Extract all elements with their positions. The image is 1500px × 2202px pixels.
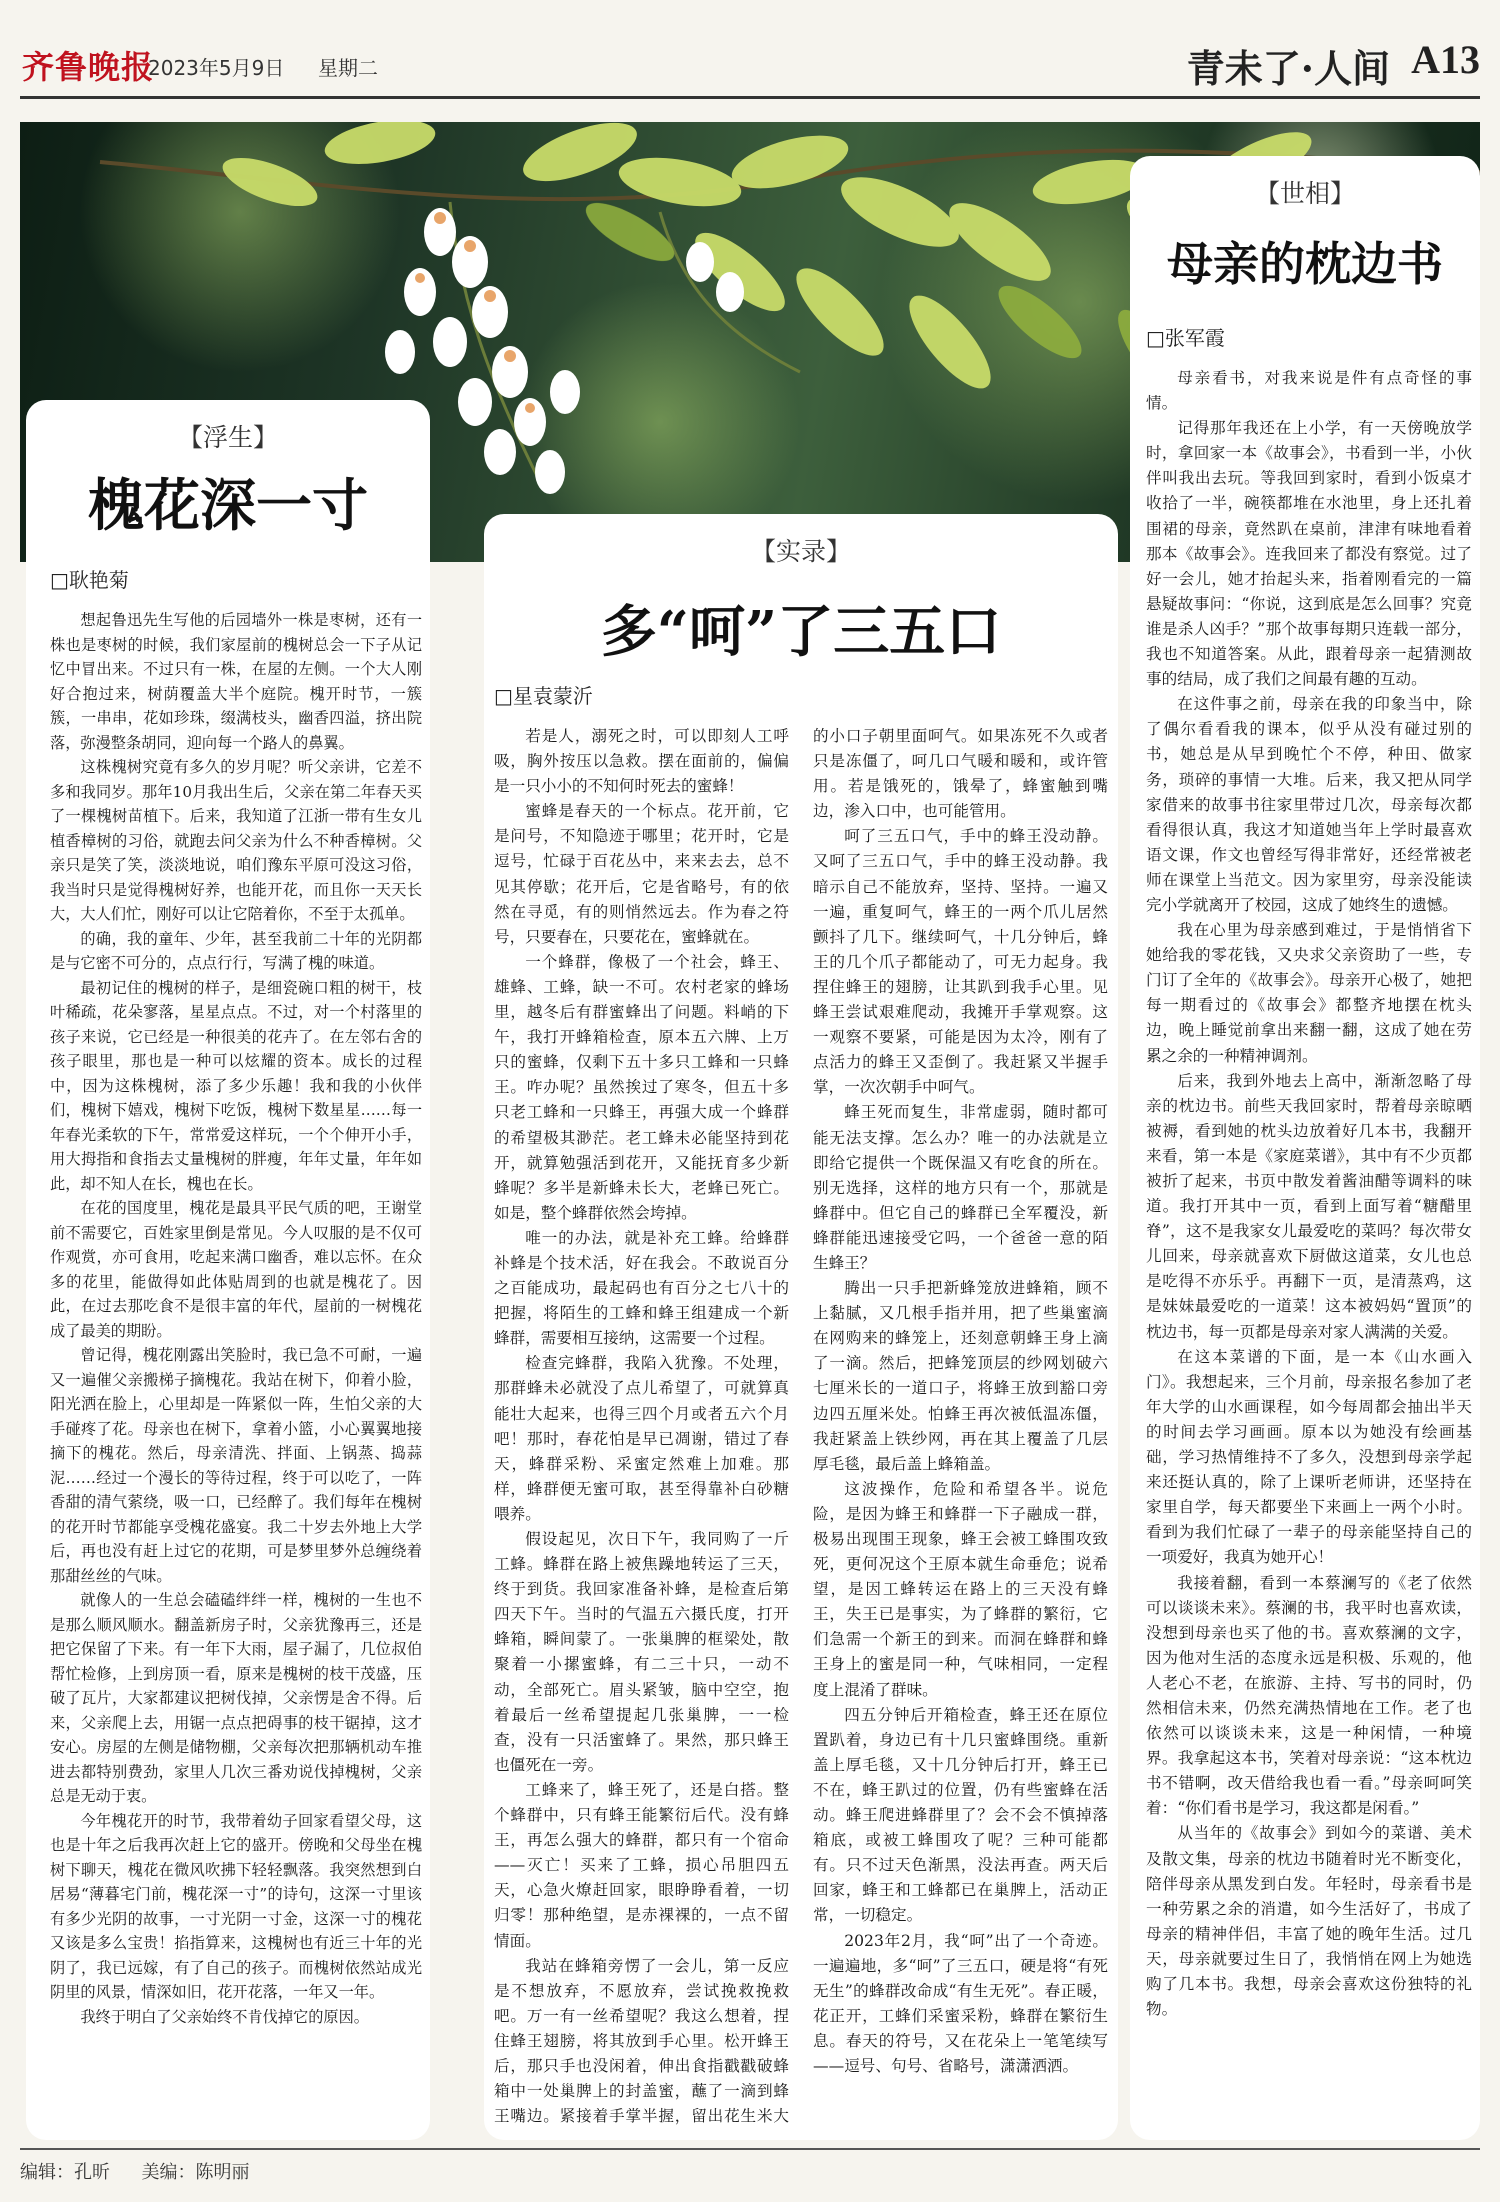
article-3-paragraph: 后来，我到外地去上高中，渐渐忽略了母亲的枕边书。前些天我回家时，帮着母亲晾晒被褥，看到她的枕头边放着好几本书，我翻开来看，第一本是《家庭菜谱》，其中有不少页都被折了起来，书页中散发着酱油醋等调料的味道。我打开其中一页，看到上面写着“糖醋里脊”，这不是我家女儿最爱吃的菜吗？每次带女儿回来，母亲就喜欢下厨做这道菜，女儿也总是吃得不亦乐乎。再翻下一页，是清蒸鸡，这是妹妹最爱吃的一道菜！这本被妈妈“置顶”的枕边书，每一页都是母亲对家人满满的关爱。 (1146, 1071, 1472, 1341)
article-3-paragraph: 在这本菜谱的下面，是一本《山水画入门》。我想起来，三个月前，母亲报名参加了老年大学的山水画课程，如今每周都会抽出半天的时间去学习画画。原本以为她没有绘画基础，学习热情维持不了多久，没想到母亲学起来还挺认真的，除了上课听老师讲，还坚持在家里自学，每天都要坐下来画上一两个小时。看到为我们忙碌了一辈子的母亲能坚持自己的一项爱好，我真为她开心！ (1146, 1347, 1472, 1567)
article-2-paragraph: 工蜂来了，蜂王死了，还是白搭。整个蜂群中，只有蜂王能繁衍后代。没有蜂王，再怎么强大的蜂群，都只有一个宿命——灭亡！买来了工蜂，损心吊胆四五天，心急火燎赶回家，眼睁睁看着，一切归零！那种绝望，是赤裸裸的，一点不留情面。 (494, 1780, 789, 1950)
footer-rule (20, 2148, 1480, 2150)
footer-editor: 编辑：孔昕 (20, 2162, 110, 2183)
article-1-paragraph: 的确，我的童年、少年，甚至我前二十年的光阴都是与它密不可分的，点点行行，写满了槐的味道。 (50, 929, 422, 972)
article-2-paragraph: 呵了三五口气，手中的蜂王没动静。又呵了三五口气，手中的蜂王没动静。我暗示自己不能放弃，坚持、坚持。一遍又一遍，重复呵气，蜂王的一两个爪儿居然颤抖了几下。继续呵气，十几分钟后，蜂王的几个爪子都能动了，可无力起身。我捏住蜂王的翅膀，让其趴到我手心里。见蜂王尝试艰难爬动，我摊开手掌观察。这一观察不要紧，可能是因为太冷，刚有了点活力的蜂王又歪倒了。我赶紧又半握手掌，一次次朝手中呵气。 (813, 827, 1108, 1097)
article-2-paragraph: 四五分钟后开箱检查，蜂王还在原位置趴着，身边已有十几只蜜蜂围绕。重新盖上厚毛毯，又十几分钟后打开，蜂王已不在，蜂王趴过的位置，仍有些蜜蜂在活动。蜂王爬进蜂群里了？会不会不慎掉落箱底，或被工蜂围攻了呢？三种可能都有。只不过天色渐黑，没法再查。两天后回家，蜂王和工蜂都已在巢脾上，活动正常，一切稳定。 (813, 1705, 1108, 1925)
issue-weekday: 星期二 (318, 56, 378, 80)
header-rule (20, 96, 1480, 99)
article-3-body (1146, 366, 1472, 2022)
article-1-paragraph: 曾记得，槐花刚露出笑脸时，我已急不可耐，一遍又一遍催父亲搬梯子摘槐花。我站在树下，仰着小脸，阳光洒在脸上，心里却是一阵紧似一阵，生怕父亲的大手碰疼了花。母亲也在树下，拿着小篮，小心翼翼地接摘下的槐花。然后，母亲清洗、拌面、上锅蒸、捣蒜泥……经过一个漫长的等待过程，终于可以吃了，一阵香甜的清气萦绕，吸一口，已经醉了。我们每年在槐树的花开时节都能享受槐花盛宴。我二十岁去外地上大学后，再也没有赶上过它的花期，可是梦里梦外总缠绕着那甜丝丝的气味。 (50, 1346, 422, 1585)
article-1-paragraph: 在花的国度里，槐花是最具平民气质的吧，王谢堂前不需要它，百姓家里倒是常见。今人叹服的是不仅可作观赏，亦可食用，吃起来满口幽香，难以忘怀。在众多的花里，能做得如此体贴周到的也就是槐花了。因此，在过去那吃食不是很丰富的年代，屋前的一树槐花成了最美的期盼。 (50, 1199, 422, 1340)
article-1-body (50, 608, 422, 2029)
article-3-paragraph: 记得那年我还在上小学，有一天傍晚放学时，拿回家一本《故事会》，书看到一半，小伙伴叫我出去玩。等我回到家时，看到小饭桌才收拾了一半，碗筷都堆在水池里，身上还扎着围裙的母亲，竟然趴在桌前，津津有味地看着那本《故事会》。连我回来了都没有察觉。过了好一会儿，她才抬起头来，指着刚看完的一篇悬疑故事问：“你说，这到底是怎么回事？究竟谁是杀人凶手？”那个故事每期只连载一部分，我也不知道答案。从此，跟着母亲一起猜测故事的结局，成了我们之间最有趣的互动。 (1146, 419, 1472, 689)
article-3-paragraph: 在这件事之前，母亲在我的印象当中，除了偶尔看看我的课本，似乎从没有碰过别的书，她总是从早到晚忙个不停，种田、做家务，琐碎的事情一大堆。后来，我又把从同学家借来的故事书往家里带过几次，母亲每次都看得很认真，我这才知道她当年上学时最喜欢语文课，作文也曾经写得非常好，还经常被老师在课堂上当范文。因为家里穷，母亲没能读完小学就离开了校园，这成了她终生的遗憾。 (1146, 695, 1472, 914)
article-3-author: □张军霞 (1146, 326, 1225, 350)
article-2-paragraph: 这波操作，危险和希望各半。说危险，是因为蜂王和蜂群一下子融成一群，极易出现围王现象，蜂王会被工蜂围攻致死，更何况这个王原本就生命垂危；说希望，是因工蜂转运在路上的三天没有蜂王，失王已是事实，为了蜂群的繁衍，它们急需一个新王的到来。而洞在蜂群和蜂王身上的蜜是同一种，气味相同，一定程度上混淆了群味。 (813, 1479, 1108, 1699)
article-1-paragraph: 今年槐花开的时节，我带着幼子回家看望父母，这也是十年之后我再次赶上它的盛开。傍晚和父母坐在槐树下聊天，槐花在微风吹拂下轻轻飘落。我突然想到白居易“薄暮宅门前，槐花深一寸”的诗句，这深一寸里该有多少光阴的故事，一寸光阴一寸金，这深一寸的槐花又该是多么宝贵！掐指算来，这槐树也有近三十年的光阴了，我已远嫁，有了自己的孩子。而槐树依然站成光阴里的风景，情深如旧，花开花落，一年又一年。 (50, 1811, 422, 2001)
article-2-paragraph: 腾出一只手把新蜂笼放进蜂箱，顾不上黏腻，又几根手指并用，把了些巢蜜滴在网购来的蜂笼上，还刻意朝蜂王身上滴了一滴。然后，把蜂笼顶层的纱网划破六七厘米长的一道口子，将蜂王放到豁口旁边四五厘米处。怕蜂王再次被低温冻僵，我赶紧盖上铁纱网，再在其上覆盖了几层厚毛毯，最后盖上蜂箱盖。 (813, 1279, 1108, 1473)
article-1-paragraph: 最初记住的槐树的样子，是细瓷碗口粗的树干，枝叶稀疏，花朵寥落，星星点点。不过，对一个村落里的孩子来说，它已经是一种很美的花卉了。在左邻右舍的孩子眼里，那也是一种可以炫耀的资本。成长的过程中，因为这株槐树，添了多少乐趣！我和我的小伙伴们，槐树下嬉戏，槐树下吃饭，槐树下数星星……每一年春光柔软的下午，常常爱这样玩，一个个伸开小手，用大拇指和食指去丈量槐树的胖瘦，年年丈量，年年如此，却不知人在长，槐也在长。 (50, 978, 422, 1193)
article-2-tag: 【实录】 (750, 537, 851, 566)
article-2-paragraph: 唯一的办法，就是补充工蜂。给蜂群补蜂是个技术活，好在我会。不敢说百分之百能成功，最起码也有百分之七八十的把握，将陌生的工蜂和蜂王组建成一个新蜂群，需要相互接纳，这需要一个过程。 (494, 1228, 789, 1348)
article-2-paragraph: 若是人，溺死之时，可以即刻人工呼吸，胸外按压以急救。摆在面前的，偏偏是一只小小的不知何时死去的蜜蜂！ (494, 727, 789, 796)
article-2-paragraph: 我站在蜂箱旁愣了一会儿，第一反应是不想放弃，不愿放弃，尝试挽救挽救吧。万一有一丝希望呢？我这么想着，捏住蜂王翅膀，将其放到手心里。松开蜂王后，那只手也没闲着，伸出食指戳戳破蜂箱中一处巢脾上的封盖蜜，蘸了一滴到蜂王嘴边。紧接着手掌半握，留出花生米大的小口子朝里面呵气。如果冻死不久或者只是冻僵了，呵几口气暖和暖和，或许管用。若是饿死的，饿晕了，蜂蜜触到嘴边，渗入口中，也可能管用。 (494, 727, 1108, 2126)
article-3-tag: 【世相】 (1254, 179, 1355, 208)
article-2-paragraph: 一个蜂群，像极了一个社会，蜂王、雄蜂、工蜂，缺一不可。农村老家的蜂场里，越冬后有群蜜蜂出了问题。料峭的下午，我打开蜂箱检查，原本五六牌、上万只的蜜蜂，仅剩下五十多只工蜂和一只蜂王。咋办呢？虽然挨过了寒冬，但五十多只老工蜂和一只蜂王，再强大成一个蜂群的希望极其渺茫。老工蜂未必能坚持到花开，就算勉强活到花开，又能抚育多少新蜂呢？多半是新蜂未长大，老蜂已死亡。如是，整个蜂群依然会垮掉。 (494, 952, 789, 1222)
article-2-paragraph: 蜜蜂是春天的一个标点。花开前，它是问号，不知隐迹于哪里；花开时，它是逗号，忙碌于百花丛中，来来去去，总不见其停歇；花开后，它是省略号，有的依然在寻觅，有的则悄然远去。作为春之符号，只要春在，只要花在，蜜蜂就在。 (494, 802, 789, 946)
article-3-paragraph: 母亲看书，对我来说是件有点奇怪的事情。 (1146, 369, 1472, 413)
footer-designer: 美编：陈明丽 (141, 2162, 250, 2183)
article-2-title: 多“呵”了三五口 (600, 599, 1002, 665)
article-3-paragraph: 我接着翻，看到一本蔡澜写的《老了依然可以谈谈未来》。蔡澜的书，我平时也喜欢读，没想到母亲也买了他的书。喜欢蔡澜的文字，因为他对生活的态度永远是积极、乐观的，他人老心不老，在旅游、主持、写书的同时，仍然相信未来，仍然充满热情地在工作。老了也依然可以谈谈未来，这是一种闲情，一种境界。我拿起这本书，笑着对母亲说：“这本枕边书不错啊，改天借给我也看一看。”母亲呵呵笑着：“你们看书是学习，我这都是闲看。” (1146, 1573, 1472, 1818)
article-1-paragraph: 这株槐树究竟有多久的岁月呢？听父亲讲，它差不多和我同岁。那年10月我出生后，父亲在第二年春天买了一棵槐树苗植下。后来，我知道了江浙一带有生女儿植香樟树的习俗，就跑去问父亲为什么不种香樟树。父亲只是笑了笑，淡淡地说，咱们豫东平原可没这习俗，我当时只是觉得槐树好养，也能开花，而且你一天天长大，大人们忙，刚好可以让它陪着你，不至于太孤单。 (50, 758, 422, 923)
page-number: A13 (1411, 37, 1480, 82)
section-name: 青未了·人间 (1186, 46, 1390, 91)
article-2-paragraph: 假设起见，次日下午，我同购了一斤工蜂。蜂群在路上被焦躁地转运了三天，终于到货。我回家准备补蜂，是检查后第四天下午。当时的气温五六摄氏度，打开蜂箱，瞬间蒙了。一张巢脾的框梁处，散聚着一小摞蜜蜂，有二三十只，一动不动，全部死亡。眉头紧皱，脑中空空，抱着最后一丝希望提起几张巢脾，一一检查，没有一只活蜜蜂了。果然，那只蜂王也僵死在一旁。 (494, 1530, 789, 1774)
article-1-paragraph: 就像人的一生总会磕磕绊绊一样，槐树的一生也不是那么顺风顺水。翻盖新房子时，父亲犹豫再三，还是把它保留了下来。有一年下大雨，屋子漏了，几位叔伯帮忙检修，上到房顶一看，原来是槐树的枝干茂盛，压破了瓦片，大家都建议把树伐掉，父亲愣是舍不得。后来，父亲爬上去，用锯一点点把碍事的枝干锯掉，这才安心。房屋的左侧是储物棚，父亲每次把那辆机动车推进去都特别费劲，家里人几次三番劝说伐掉槐树，父亲总是无动于衷。 (50, 1591, 422, 1805)
article-3-paragraph: 我在心里为母亲感到难过，于是悄悄省下她给我的零花钱，又央求父亲资助了一些，专门订了全年的《故事会》。母亲开心极了，她把每一期看过的《故事会》都整齐地摆在枕头边，晚上睡觉前拿出来翻一翻，这成了她在劳累之余的一种精神调剂。 (1146, 921, 1472, 1065)
article-3-paragraph: 从当年的《故事会》到如今的菜谱、美术及散文集，母亲的枕边书随着时光不断变化，陪伴母亲从黑发到白发。年轻时，母亲看书是一种劳累之余的消遣，如今生活好了，书成了母亲的精神伴侣，丰富了她的晚年生活。过几天，母亲就要过生日了，我悄悄在网上为她选购了几本书。我想，母亲会喜欢这份独特的礼物。 (1146, 1824, 1472, 2019)
article-2-paragraph: 检查完蜂群，我陷入犹豫。不处理，那群蜂未必就没了点儿希望了，可就算真能壮大起来，也得三四个月或者五六个月吧！那时，春花怕是早已凋谢，错过了春天，蜂群采粉、采蜜定然难上加难。那样，蜂群便无蜜可取，甚至得靠补白砂糖喂养。 (494, 1354, 789, 1523)
issue-date: 2023年5月9日 (148, 56, 285, 80)
article-1-title: 槐花深一寸 (88, 473, 368, 539)
article-2-body (494, 724, 1108, 2134)
footer-credits (20, 2158, 249, 2184)
paper-logo: 齐鲁晚报 (22, 48, 155, 86)
article-1-paragraph: 想起鲁迅先生写他的后园墙外一株是枣树，还有一株也是枣树的时候，我们家屋前的槐树总会一下子从记忆中冒出来。不过只有一株，在屋的左侧。一个大人刚好合抱过来，树荫覆盖大半个庭院。槐开时节，一簇簇，一串串，花如珍珠，缀满枝头，幽香四溢，挤出院落，弥漫整条胡同，迎向每一个路人的鼻翼。 (50, 611, 422, 752)
article-2-paragraph: 蜂王死而复生，非常虚弱，随时都可能无法支撑。怎么办？唯一的办法就是立即给它提供一个既保温又有吃食的所在。别无选择，这样的地方只有一个，那就是蜂群中。但它自己的蜂群已全军覆没，新蜂群能迅速接受它吗，一个爸爸一意的陌生蜂王？ (813, 1103, 1108, 1272)
article-1-author: □耿艳菊 (50, 568, 129, 592)
masthead (0, 0, 1500, 112)
article-2-paragraph: 2023年2月，我“呵”出了一个奇迹。一遍遍地，多“呵”了三五口，硬是将“有死无生”的蜂群改命成“有生无死”。春正暖，花正开，工蜂们采蜜采粉，蜂群在繁衍生息。春天的符号，又在花朵上一笔笔续写——逗号、句号、省略号，潇潇洒洒。 (813, 1931, 1108, 2075)
article-1-paragraph: 我终于明白了父亲始终不肯伐掉它的原因。 (80, 2007, 369, 2026)
article-2-author: □星袁蒙沂 (494, 684, 593, 708)
article-1-tag: 【浮生】 (177, 423, 278, 452)
article-3-title: 母亲的枕边书 (1167, 237, 1443, 291)
